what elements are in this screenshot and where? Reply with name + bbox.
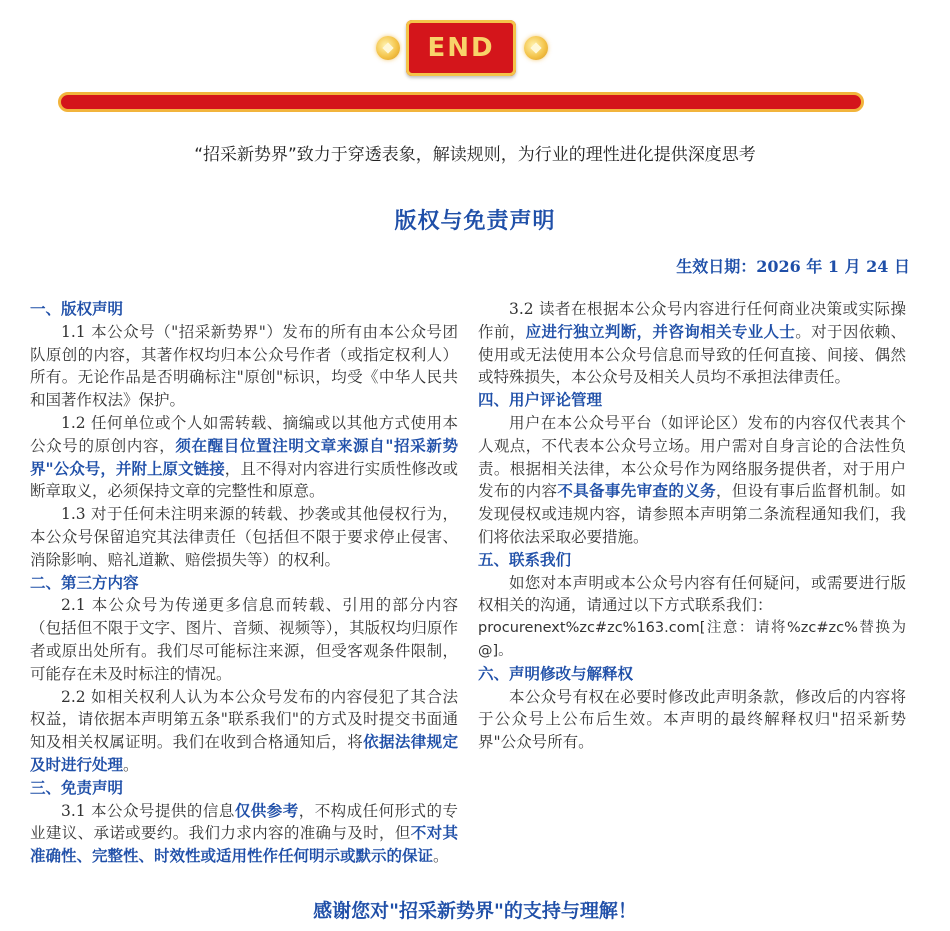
- paragraph-6-1: 本公众号有权在必要时修改此声明条款，修改后的内容将于公众号上公布后生效。本声明的最终解释权归"招采新势界"公众号所有。: [478, 687, 906, 752]
- paragraph-2-2: [30, 686, 458, 777]
- end-banner: [0, 0, 950, 120]
- effective-date: 生效日期：2026 年 1 月 24 日: [676, 257, 910, 276]
- text-span: 3.1 本公众号提供的信息: [61, 801, 235, 820]
- paragraph-1-3: 1.3 对于任何未注明来源的转载、抄袭或其他侵权行为，本公众号保留追究其法律责任（包括但不限于要求停止侵害、消除影响、赔礼道歉、赔偿损失等）的权利。: [30, 505, 458, 569]
- decorative-divider-bar: [58, 92, 864, 112]
- section-heading-contact: 五、联系我们: [478, 549, 572, 569]
- gold-coin-icon: [524, 36, 548, 60]
- text-span: 用户在本公众号平台（如评论区）发布的内容仅代表其个人观点，不代表本公众号立场。用户需对自身言论的合法性负责。根据相关法律，本公众号作为网络服务提供者，对于用户发布的内容: [478, 413, 906, 501]
- section-heading-third-party: 二、第三方内容: [30, 572, 139, 592]
- text-span: 1.2 任何单位或个人如需转载、摘编或以其他方式使用本公众号的原创内容，: [30, 413, 458, 455]
- text-span: ，不构成任何形式的专业建议、承诺或要约。我们力求内容的准确与及时，但: [30, 801, 458, 843]
- emphasis-text: 仅供参考: [234, 800, 299, 820]
- end-badge: END: [406, 20, 516, 76]
- section-heading-comments: 四、用户评论管理: [478, 390, 603, 410]
- text-span: 。: [123, 755, 139, 774]
- emphasis-text: 不对其准确性、完整性、时效性或适用性作任何明示或默示的保证: [30, 823, 458, 866]
- left-column: [30, 298, 458, 868]
- text-span: 3.2 读者在根据本公众号内容进行任何商业决策或实际操作前，: [478, 300, 906, 341]
- paragraph-5-1: 如您对本声明或本公众号内容有任何疑问，或需要进行版权相关的沟通，请通过以下方式联系我们：: [478, 573, 906, 615]
- slogan: “招采新势界”致力于穿透表象，解读规则，为行业的理性进化提供深度思考: [194, 145, 756, 165]
- contact-email: procurenext%zc#zc%163.com[注意：请将%zc#zc%替换为@]。: [478, 620, 906, 659]
- paragraph-4-1: [478, 412, 906, 549]
- text-span: 。对于因依赖、使用或无法使用本公众号信息而导致的任何直接、间接、偶然或特殊损失，本公众号及相关人员均不承担法律责任。: [478, 322, 906, 387]
- text-span: 。: [433, 847, 449, 866]
- paragraph-2-1: 2.1 本公众号为传递更多信息而转载、引用的部分内容（包括但不限于文字、图片、音频、视频等），其版权均归原作者或原出处所有。我们尽可能标注来源，但受客观条件限制，可能存在未及时标注的情况。: [30, 596, 458, 683]
- emphasis-text: 应进行独立判断，并咨询相关专业人士: [525, 321, 796, 341]
- emphasis-text: 依据法律规定及时进行处理: [30, 732, 458, 774]
- paragraph-3-1: [30, 800, 458, 868]
- emphasis-text: 须在醒目位置注明文章来源自"招采新势界"公众号，并附上原文链接: [30, 435, 458, 478]
- paragraph-1-2: [30, 412, 458, 503]
- paragraph-1-1: 1.1 本公众号（"招采新势界"）发布的所有由本公众号团队原创的内容，其著作权均归本公众号作者（或指定权利人）所有。无论作品是否明确标注"原创"标识，均受《中华人民共和国著作权法》保护。: [30, 322, 458, 410]
- text-span: 2.2 如相关权利人认为本公众号发布的内容侵犯了其合法权益，请依据本声明第五条"联系我们"的方式及时提交书面通知及相关权属证明。我们在收到合格通知后，将: [30, 687, 458, 752]
- paragraph-3-2: [478, 298, 906, 389]
- text-span: ，且不得对内容进行实质性修改或断章取义，必须保持文章的完整性和原意。: [30, 459, 458, 501]
- right-column: [478, 298, 906, 754]
- section-heading-copyright: 一、版权声明: [30, 299, 124, 318]
- gold-coin-icon: [376, 36, 400, 60]
- thanks-message: 感谢您对"招采新势界"的支持与理解！: [313, 900, 637, 922]
- section-heading-amendment: 六、声明修改与解释权: [478, 663, 634, 683]
- text-span: ，但设有事后监督机制。如发现侵权或违规内容，请参照本声明第二条流程通知我们，我们将依法采取必要措施。: [478, 482, 906, 546]
- emphasis-text: 不具备事先审查的义务: [557, 481, 716, 501]
- page-title: 版权与免责声明: [394, 208, 556, 234]
- section-heading-disclaimer: 三、免责声明: [30, 777, 124, 797]
